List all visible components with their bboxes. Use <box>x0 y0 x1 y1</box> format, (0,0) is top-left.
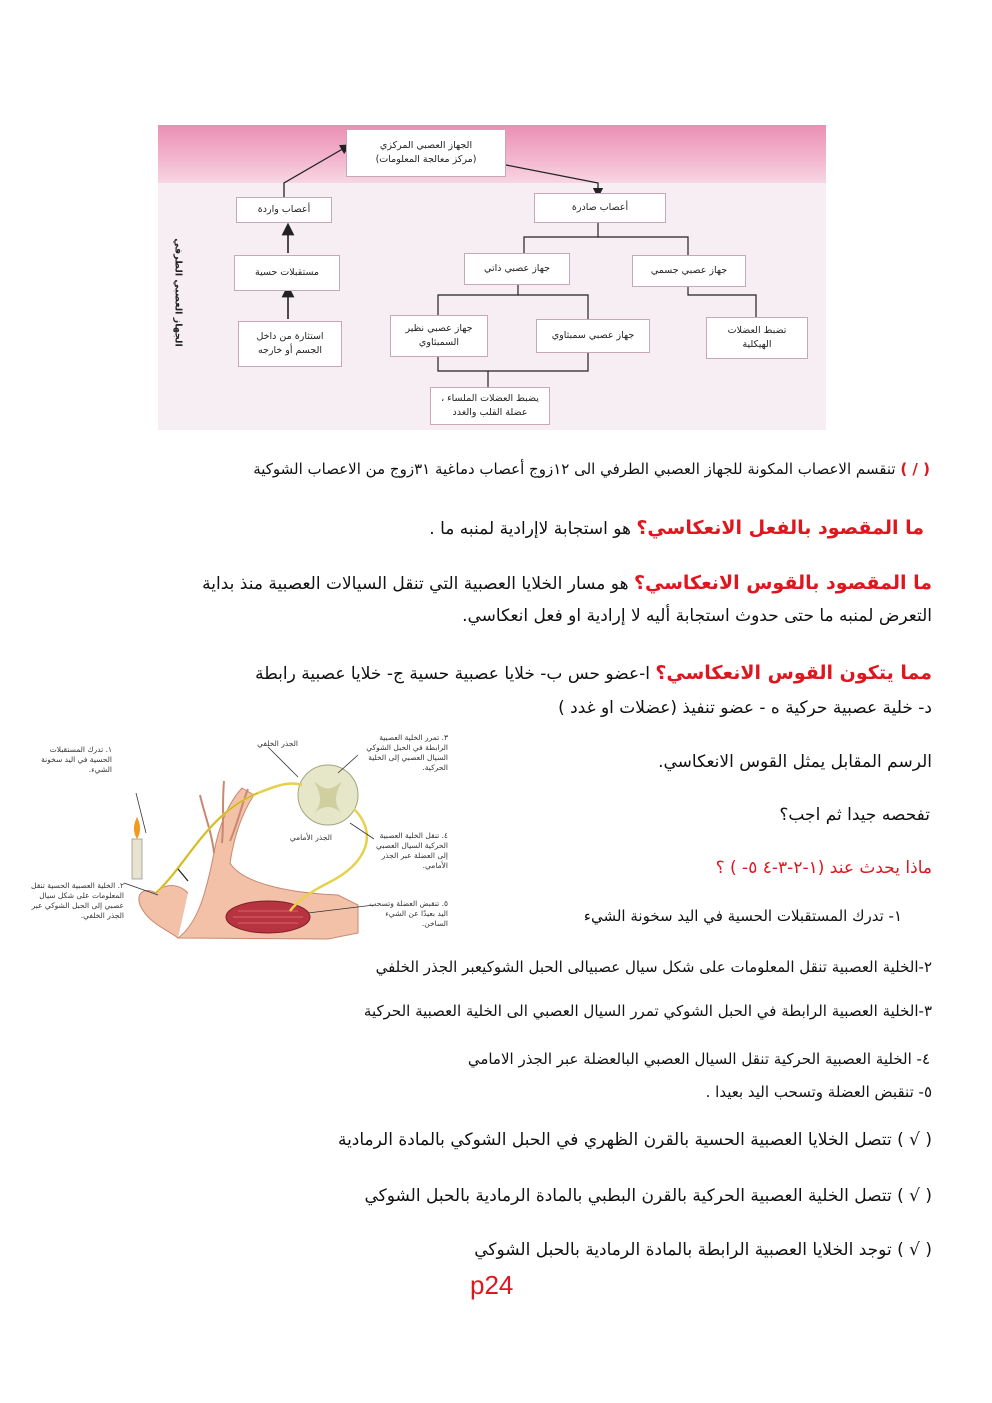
answer-reflex-arc-1: هو مسار الخلايا العصبية التي تنقل السيالات العصبية منذ بداية <box>202 574 634 594</box>
nervous-system-diagram <box>158 125 826 430</box>
answer-arc-components-1: ا-عضو حس ب- خلايا عصبية حسية ج- خلايا عصبية رابطة <box>255 664 656 684</box>
dorsal-root-label: الجذر الخلفي <box>257 739 298 748</box>
reflex-caption-2: ٢. الخلية العصبية الحسية تنقل المعلومات على شكل سيال عصبي إلى الحبل الشوكي عبر الجذر الخلفي. <box>31 881 124 920</box>
examine-instruction: تفحصه جيدا ثم اجب؟ <box>779 805 930 825</box>
step-5: ٥- تنقبض العضلة وتسحب اليد بعيدا . <box>705 1083 932 1101</box>
reflex-caption-4: ٤. تنقل الخلية العصبية الحركية السيال العصبي إلى العضلة عبر الجذر الأمامي. <box>375 831 448 870</box>
reflex-arc-figure <box>28 733 448 943</box>
smooth-muscle-box <box>430 387 550 425</box>
stimulus-line2: الجسم أو خارجه <box>257 345 323 356</box>
parasympathetic-box <box>390 315 488 357</box>
step-2: ٢-الخلية العصبية تنقل المعلومات على شكل سيال عصبيالى الحبل الشوكيعبر الجذر الخلفي <box>375 958 932 976</box>
somatic-label: جهاز عصبي جسمي <box>650 265 728 276</box>
stimulus-box <box>238 321 342 367</box>
step-4: ٤- الخلية العصبية الحركية تنقل السيال العصبي البالعضلة عبر الجذر الامامي <box>467 1050 930 1068</box>
nerve-division-text: تنقسم الاعصاب المكونة للجهاز العصبي الطرفي الى ١٢زوج أعصاب دماغية ٣١زوج من الاعصاب الشوكية <box>253 460 901 478</box>
smooth-line1: يضبط العضلات الملساء ، <box>441 393 539 404</box>
answer-reflex-arc-2: التعرض لمنبه ما حتى حدوث استجابة أليه لا إرادية او فعل انعكاسي. <box>462 606 932 626</box>
line-nerve-division <box>253 460 930 478</box>
efferent-label: أعصاب صادرة <box>571 202 629 213</box>
pns-side-label: الجهاز العصبي الطرفي <box>172 238 184 347</box>
line-reflex-action <box>429 517 924 539</box>
afferent-label: أعصاب واردة <box>257 204 311 215</box>
smooth-line2: عضلة القلب والغدد <box>452 407 528 418</box>
line-reflex-arc <box>202 572 932 594</box>
receptors-label: مستقبلات حسية <box>254 267 320 278</box>
reflex-caption-3: ٣. تمرر الخلية العصبية الرابطة في الحبل الشوكي السيال العصبي إلى الخلية الحركية. <box>366 733 448 772</box>
true-statement-3: ( √ ) توجد الخلايا العصبية الرابطة بالمادة الرمادية بالحبل الشوكي <box>474 1240 932 1260</box>
question-reflex-action: ما المقصود بالفعل الانعكاسي؟ <box>636 517 924 539</box>
question-reflex-arc: ما المقصود بالقوس الانعكاسي؟ <box>633 572 932 594</box>
step-1: ١- تدرك المستقبلات الحسية في اليد سخونة الشيء <box>583 907 902 925</box>
efferent-box <box>534 193 666 223</box>
what-happens-question: ماذا يحدث عند (١-٢-٣-٤ ٥- ) ؟ <box>715 858 932 878</box>
skeletal-line1: تضبط العضلات <box>727 325 787 336</box>
true-statement-2: ( √ ) تتصل الخلية العصبية الحركية بالقرن البطبي بالمادة الرمادية بالحبل الشوكي <box>364 1186 932 1206</box>
autonomic-box <box>464 253 570 285</box>
page-number: p24 <box>470 1270 514 1300</box>
true-statement-1: ( √ ) تتصل الخلايا العصبية الحسية بالقرن الظهري في الحبل الشوكي بالمادة الرمادية <box>337 1130 932 1150</box>
receptors-box <box>234 255 340 291</box>
reflex-caption-5: ٥. تنقبض العضلة وتسحب اليد بعيدًا عن الشيء الساخن. <box>369 899 448 928</box>
parasympathetic-line2: السمبثاوي <box>418 337 460 348</box>
question-arc-components: مما يتكون القوس الانعكاسي؟ <box>655 662 932 684</box>
ventral-root-label: الجذر الأمامي <box>289 833 332 842</box>
sympathetic-label: جهاز عصبي سمبثاوي <box>551 330 635 341</box>
figure-intro: الرسم المقابل يمثل القوس الانعكاسي. <box>658 752 932 772</box>
parasympathetic-line1: جهاز عصبي نظير <box>405 323 473 334</box>
skeletal-line2: الهيكلية <box>742 339 772 350</box>
skeletal-box <box>706 317 808 359</box>
reflex-caption-1: ١. تدرك المستقبلات الحسية في اليد سخونة الشيء. <box>41 745 112 774</box>
stimulus-line1: استثارة من داخل <box>256 331 324 342</box>
cns-subtitle: (مركز معالجة المعلومات) <box>375 154 477 165</box>
step-3: ٣-الخلية العصبية الرابطة في الحبل الشوكي تمرر السيال العصبي الى الخلية العصبية الحركية <box>363 1002 932 1020</box>
cns-title: الجهاز العصبي المركزي <box>379 140 473 151</box>
mark-slash: ( / ) <box>900 460 930 478</box>
answer-reflex-action: هو استجابة لاإرادية لمنبه ما . <box>429 519 637 539</box>
answer-arc-components-2: د- خلية عصبية حركية ه - عضو تنفيذ (عضلات او غدد ) <box>558 698 932 718</box>
afferent-box <box>236 197 332 223</box>
line-arc-components <box>255 662 932 684</box>
sympathetic-box <box>536 319 650 353</box>
somatic-box <box>632 255 746 287</box>
autonomic-label: جهاز عصبي ذاتي <box>484 263 550 274</box>
cns-box <box>346 129 506 177</box>
